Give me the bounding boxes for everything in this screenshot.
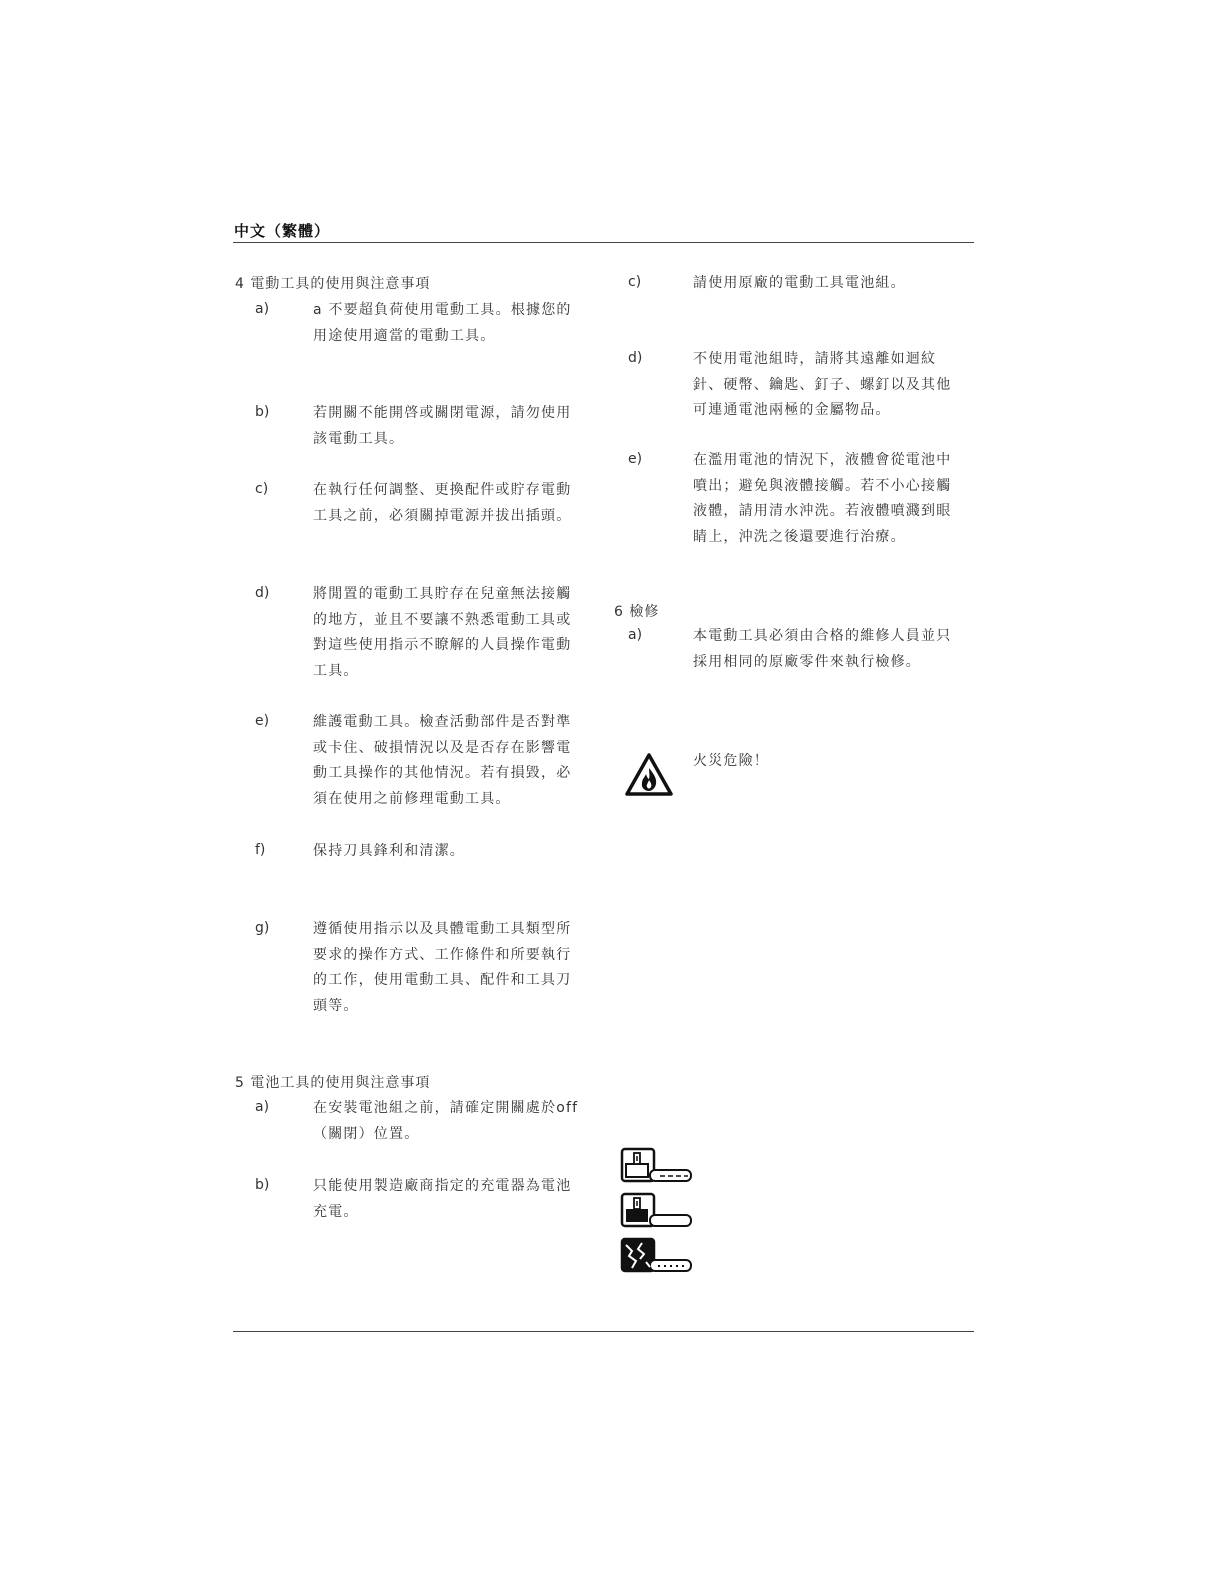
section-5-title: 5 電池工具的使用與注意事項 bbox=[235, 1075, 431, 1091]
item-text: 遵循使用指示以及具體電動工具類型所要求的操作方式、工作條件和所要執行的工作，使用電動工具、配件和工具刀頭等。 bbox=[313, 921, 572, 1014]
item-text: 保持刀具鋒利和清潔。 bbox=[313, 843, 465, 859]
battery-damaged-icon bbox=[620, 1237, 694, 1275]
battery-full-icon bbox=[620, 1192, 694, 1230]
item-letter: e) bbox=[628, 451, 643, 467]
item-text: 請使用原廠的電動工具電池組。 bbox=[693, 275, 906, 291]
item-text: 不使用電池組時，請將其遠離如迴紋針、硬幣、鑰匙、釘子、螺釘以及其他可連通電池兩極的金屬物品。 bbox=[693, 351, 952, 418]
item-letter: g) bbox=[255, 920, 270, 936]
section-4-title: 4 電動工具的使用與注意事項 bbox=[235, 276, 431, 292]
page-header-title: 中文（繁體） bbox=[234, 222, 331, 240]
item-text: 在安裝電池組之前，請確定開關處於off（關閉）位置。 bbox=[313, 1100, 579, 1142]
item-letter: e) bbox=[255, 713, 270, 729]
header-rule bbox=[233, 242, 974, 243]
item-letter: a) bbox=[255, 301, 270, 317]
item-letter: a) bbox=[255, 1099, 270, 1115]
footer-rule bbox=[233, 1331, 974, 1332]
item-letter: d) bbox=[255, 585, 270, 601]
item-letter: b) bbox=[255, 404, 270, 420]
item-text: 將閒置的電動工具貯存在兒童無法接觸的地方，並且不要讓不熟悉電動工具或對這些使用指示不瞭解的人員操作電動工具。 bbox=[313, 586, 572, 679]
item-text: 若開關不能開啓或關閉電源，請勿使用該電動工具。 bbox=[313, 405, 572, 447]
item-text: 維護電動工具。檢查活動部件是否對準或卡住、破損情況以及是否存在影響電動工具操作的其他情況。若有損毀，必須在使用之前修理電動工具。 bbox=[313, 714, 572, 807]
section-6-title: 6 檢修 bbox=[614, 604, 660, 620]
item-letter: a) bbox=[628, 627, 643, 643]
fire-warning-icon bbox=[624, 752, 674, 798]
item-letter: c) bbox=[628, 274, 642, 290]
item-text: a 不要超負荷使用電動工具。根據您的用途使用適當的電動工具。 bbox=[313, 302, 572, 344]
item-letter: c) bbox=[255, 481, 269, 497]
item-text: 只能使用製造廠商指定的充電器為電池充電。 bbox=[313, 1178, 572, 1220]
item-text: 在執行任何調整、更換配件或貯存電動工具之前，必須關掉電源并拔出插頭。 bbox=[313, 482, 572, 524]
item-letter: f) bbox=[255, 842, 266, 858]
item-text: 本電動工具必須由合格的維修人員並只採用相同的原廠零件來執行檢修。 bbox=[693, 628, 952, 670]
item-letter: d) bbox=[628, 350, 643, 366]
fire-warning-label: 火災危險！ bbox=[693, 753, 769, 769]
item-text: 在濫用電池的情況下，液體會從電池中噴出；避免與液體接觸。若不小心接觸液體，請用清水沖洗。若液體噴濺到眼睛上，沖洗之後還要進行治療。 bbox=[693, 452, 952, 545]
item-letter: b) bbox=[255, 1177, 270, 1193]
battery-charged-icon bbox=[620, 1147, 694, 1185]
